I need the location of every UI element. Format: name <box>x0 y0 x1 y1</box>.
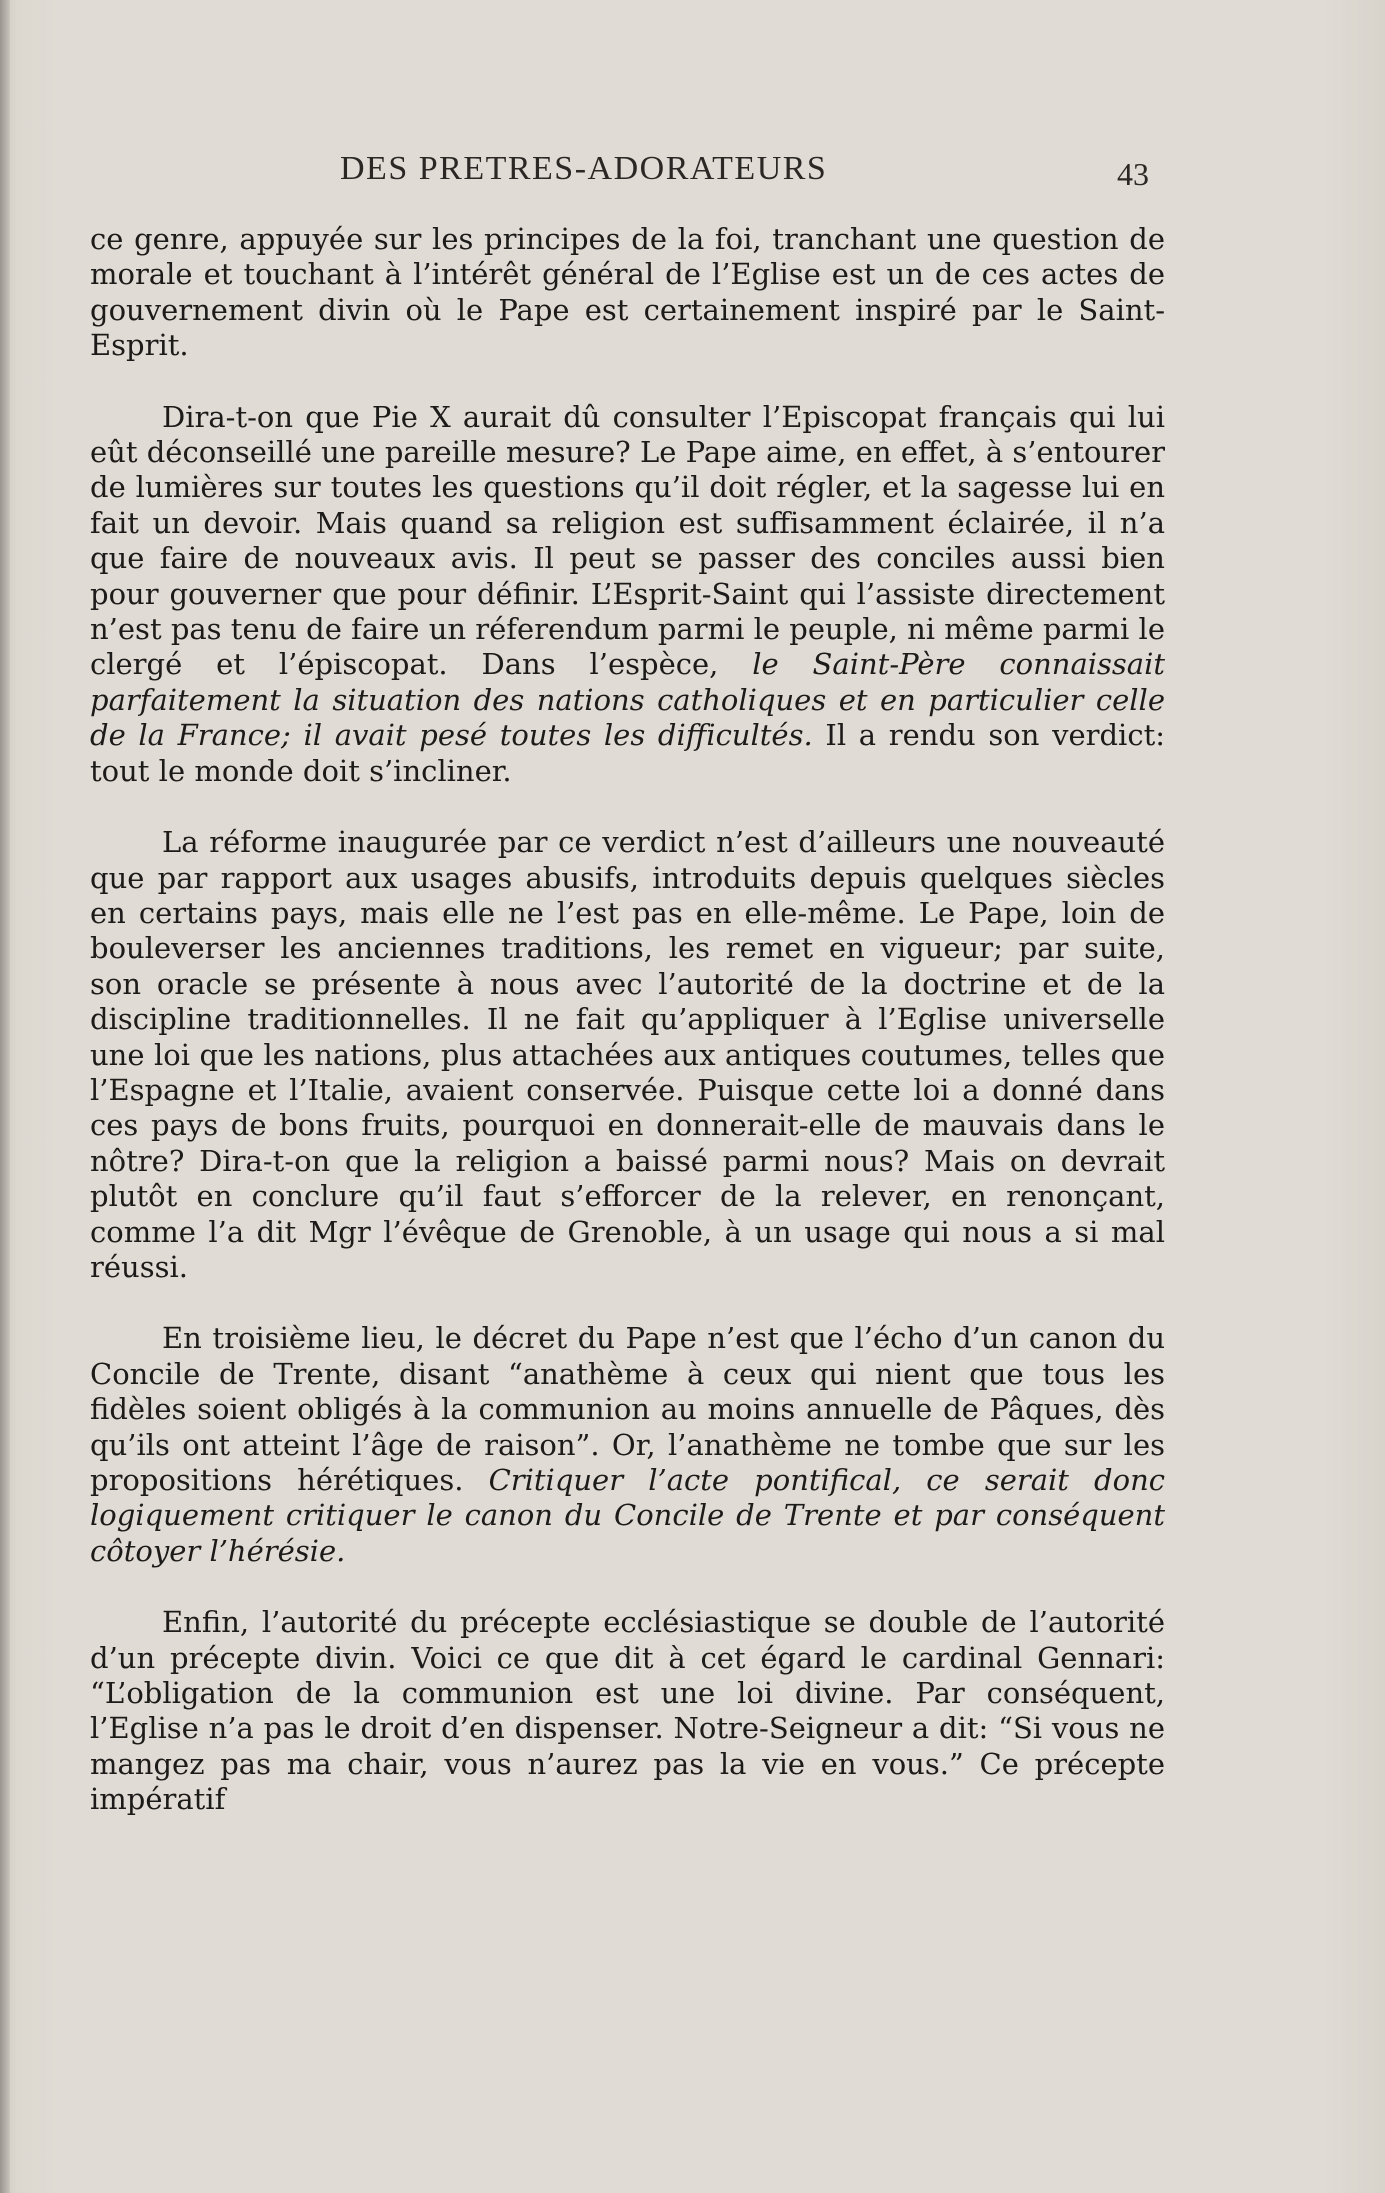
text-segment: Il a rendu son verdict: tout le monde doit s’incliner. <box>90 718 1166 788</box>
paragraph <box>90 400 1165 789</box>
page-number: 43 <box>1117 156 1149 192</box>
italic-segment: Critiquer l’acte pontifical, ce serait donc logiquement critiquer le canon du Concile de Trente et par conséquent côtoyer l’hérésie. <box>90 1463 1166 1568</box>
paragraph <box>90 222 1165 364</box>
running-head <box>90 150 1170 200</box>
text-segment: Dira-t-on que Pie X aurait dû consulter l’Episcopat français qui lui eût déconseillé une pareille mesure? Le Pape aime, en effet, à s’entourer de lumières sur toutes les questions qu’il doit régler, et la sagesse lui en fait un devoir. Mais quand sa religion est suffisamment éclairée, il n’a que faire de nouveaux avis. Il peut se passer des conciles aussi bien pour gouverner que pour définir. L’Esprit-Saint qui l’assiste directement n’est pas tenu de faire un réferendum parmi le peuple, ni même parmi le clergé et l’épiscopat. Dans l’espèce, <box>90 399 1165 682</box>
text-segment: La réforme inaugurée par ce verdict n’est d’ailleurs une nouveauté que par rapport aux usages abusifs, introduits depuis quelques siècles en certains pays, mais elle ne l’est pas en elle-même. Le Pape, loin de bouleverser les anciennes traditions, les remet en vigueur; par suite, son oracle se présente à nous avec l’autorité de la doctrine et de la discipline traditionnelles. Il ne fait qu’appliquer à l’Eglise universelle une loi que les nations, plus attachées aux antiques coutumes, telles que l’Espagne et l’Italie, avaient conservée. Puisque cette loi a donné dans ces pays de bons fruits, pourquoi en donnerait-elle de mauvais dans le nôtre? Dira-t-on que la religion a baissé parmi nous? Mais on devrait plutôt en conclure qu’il faut s’efforcer de la relever, en renonçant, comme l’a dit Mgr l’évêque de Grenoble, à un usage qui nous a si mal réussi. <box>90 825 1165 1284</box>
italic-segment: le Saint-Père connaissait parfaitement la situation des nations catholiques et en particulier celle de la France; il avait pesé toutes les difficultés. <box>90 647 1165 753</box>
page-binding-edge <box>0 0 10 2193</box>
paragraph <box>90 825 1165 1285</box>
text-segment: En troisième lieu, le décret du Pape n’est que l’écho d’un canon du Concile de Trente, disant “anathème à ceux qui nient que tous les fidèles soient obligés à la communion au moins annuelle de Pâques, dès qu’ils ont atteint l’âge de raison”. Or, l’anathème ne tombe que sur les propositions hérétiques. <box>90 1321 1165 1497</box>
paragraph-gap <box>90 1285 1165 1321</box>
paragraph-gap <box>90 364 1165 400</box>
body-text <box>90 222 1165 1818</box>
running-head-title: DES PRETRES-ADORATEURS <box>340 150 828 187</box>
text-segment: ce genre, appuyée sur les principes de la foi, tranchant une question de morale et touchant à l’intérêt général de l’Eglise est un de ces actes de gouvernement divin où le Pape est certainement inspiré par le Saint-Esprit. <box>90 222 1165 363</box>
paragraph-gap <box>90 789 1165 825</box>
paragraph-gap <box>90 1569 1165 1605</box>
paragraph <box>90 1321 1165 1569</box>
text-segment: Enfin, l’autorité du précepte ecclésiastique se double de l’autorité d’un précepte divin. Voici ce que dit à cet égard le cardinal Gennari: “L’obligation de la communion est une loi divine. Par conséquent, l’Eglise n’a pas le droit d’en dispenser. Notre-Seigneur a dit: “Si vous ne mangez pas ma chair, vous n’aurez pas la vie en vous.” Ce précepte impératif <box>90 1605 1165 1817</box>
paragraph <box>90 1605 1165 1817</box>
